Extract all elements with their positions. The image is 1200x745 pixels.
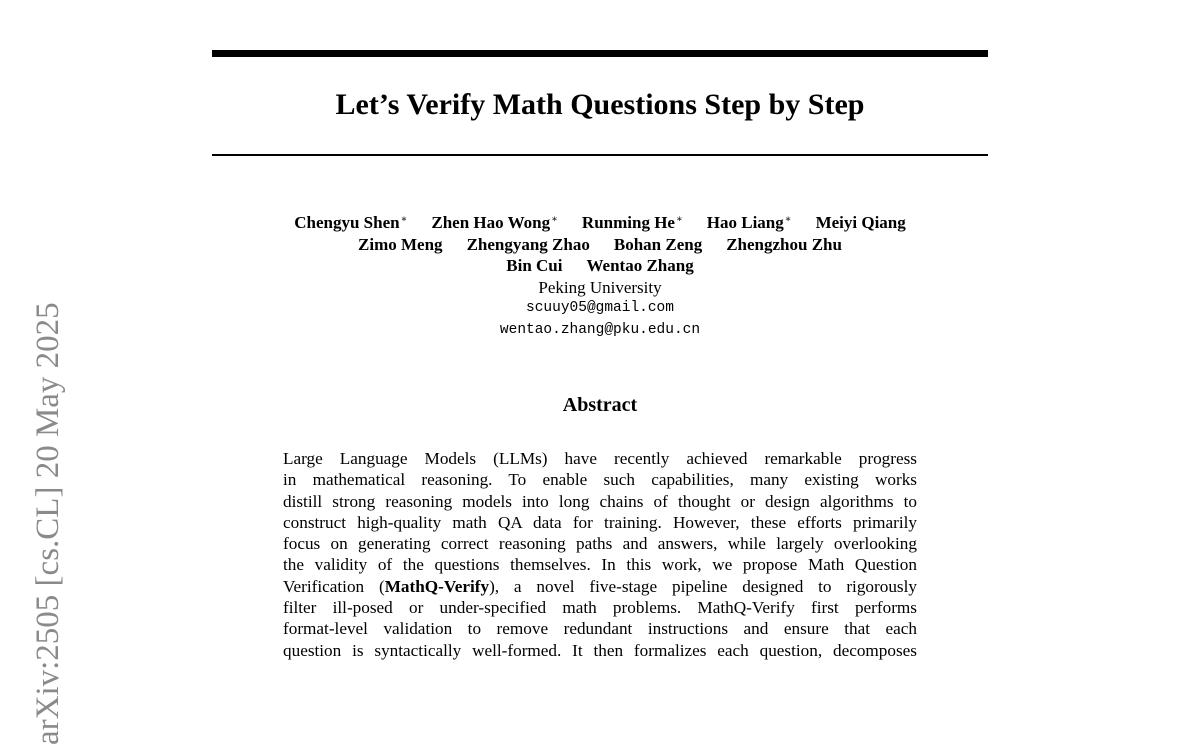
author: Chengyu Shen∗ xyxy=(294,213,408,232)
top-rule xyxy=(212,50,988,57)
abstract-line: format-level validation to remove redundant instructions and ensure that each xyxy=(283,619,917,639)
abstract-body xyxy=(283,448,917,661)
author-line-2 xyxy=(212,234,988,256)
author: Zhengzhou Zhu xyxy=(726,234,842,254)
abstract-line: Large Language Models (LLMs) have recently achieved remarkable progress xyxy=(283,449,917,468)
abstract-line: construct high-quality math QA data for training. However, these efforts primarily xyxy=(283,512,917,532)
abstract-line: in mathematical reasoning. To enable such capabilities, many existing works xyxy=(283,470,917,490)
author: Bin Cui xyxy=(506,256,563,275)
author: Meiyi Qiang xyxy=(815,213,906,232)
arxiv-stamp: arXiv:2505 [cs.CL] 20 May 2025 xyxy=(30,302,66,745)
author-block xyxy=(212,209,988,341)
paper-title: Let’s Verify Math Questions Step by Step xyxy=(335,88,865,121)
author-line-1 xyxy=(212,209,988,234)
author-line-3 xyxy=(212,255,988,277)
title-rule xyxy=(212,154,988,156)
author: Runming He∗ xyxy=(581,213,683,232)
method-name: MathQ-Verify xyxy=(384,576,490,596)
author: Hao Liang∗ xyxy=(706,213,792,232)
abstract-line: Verification (MathQ-Verify), a novel five-stage pipeline designed to rigorously xyxy=(283,576,917,596)
author: Bohan Zeng xyxy=(613,234,703,254)
abstract-line: question is syntactically well-formed. It then formalizes each question, decomposes xyxy=(283,640,917,660)
author: Zhengyang Zhao xyxy=(466,234,590,254)
email: wentao.zhang@pku.edu.cn xyxy=(499,321,701,338)
email: scuuy05@gmail.com xyxy=(526,300,674,316)
author: Wentao Zhang xyxy=(586,256,694,275)
abstract-line: focus on generating correct reasoning paths and answers, while largely overlooking xyxy=(283,534,917,554)
abstract-line: filter ill-posed or under-specified math problems. MathQ-Verify first performs xyxy=(283,598,917,618)
abstract-line: distill strong reasoning models into long chains of thought or design algorithms to xyxy=(283,491,917,511)
author: Zimo Meng xyxy=(358,234,443,254)
author: Zhen Hao Wong∗ xyxy=(431,213,558,232)
abstract-line: the validity of the questions themselves. In this work, we propose Math Question xyxy=(283,555,917,575)
abstract-heading: Abstract xyxy=(562,394,638,416)
affiliation: Peking University xyxy=(538,277,662,297)
